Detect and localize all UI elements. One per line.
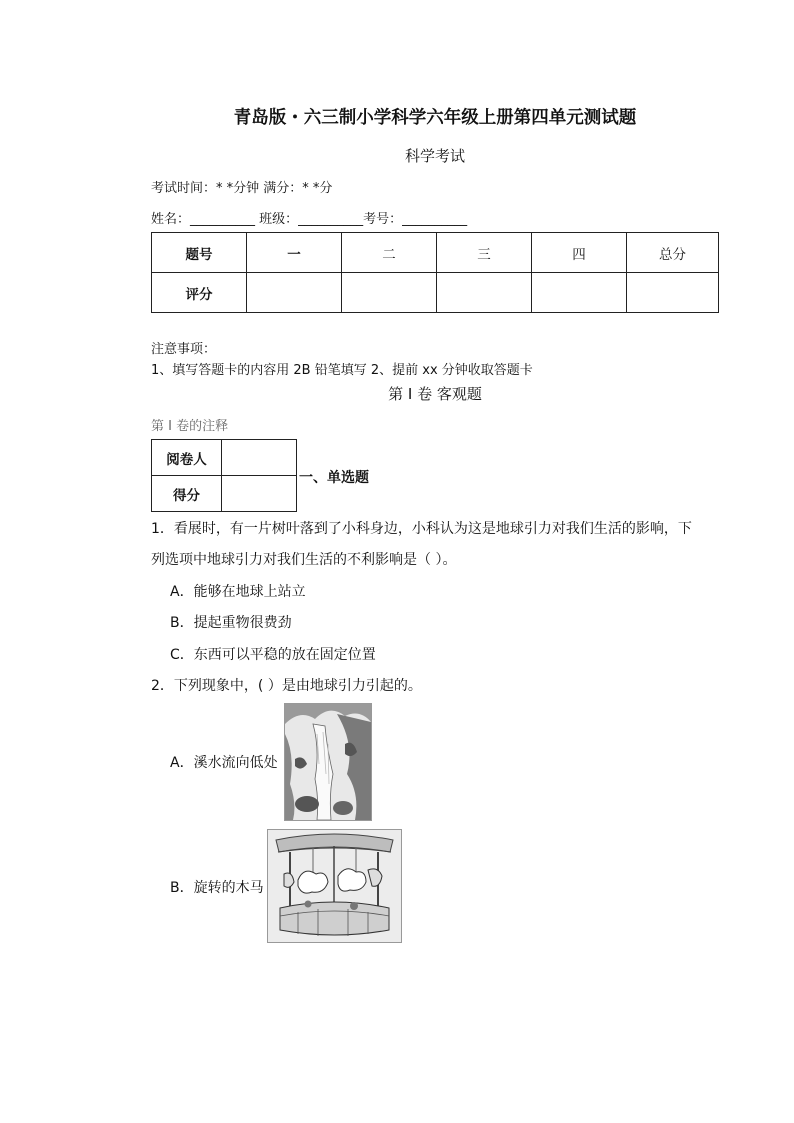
question-2-option-b: B．旋转的木马 bbox=[170, 880, 264, 896]
student-info-line: 姓名：__________ 班级：__________考号：__________ bbox=[151, 212, 468, 227]
score-table-row bbox=[152, 273, 719, 313]
score-cell bbox=[532, 273, 627, 313]
score-cell bbox=[437, 273, 532, 313]
grader-score-cell bbox=[222, 476, 297, 512]
score-cell bbox=[342, 273, 437, 313]
grader-box bbox=[151, 439, 297, 512]
score-cell bbox=[627, 273, 719, 313]
score-cell bbox=[247, 273, 342, 313]
score-header-cell: 四 bbox=[532, 233, 627, 273]
question-2-option-a: A．溪水流向低处 bbox=[170, 755, 278, 771]
section-title: 一、单选题 bbox=[299, 470, 369, 486]
question-1-option-a: A．能够在地球上站立 bbox=[170, 584, 306, 600]
exam-info: 考试时间：* *分钟 满分：* *分 bbox=[151, 181, 333, 196]
score-header-cell: 题号 bbox=[152, 233, 247, 273]
question-2-line1: 2．下列现象中，( ）是由地球引力引起的。 bbox=[151, 678, 422, 694]
grader-score-label: 得分 bbox=[152, 476, 222, 512]
part1-note: 第 I 卷的注释 bbox=[151, 419, 229, 434]
carousel-image bbox=[267, 829, 402, 943]
score-header-cell: 一 bbox=[247, 233, 342, 273]
page-title: 青岛版・六三制小学科学六年级上册第四单元测试题 bbox=[233, 108, 637, 128]
score-header-cell: 三 bbox=[437, 233, 532, 273]
score-table bbox=[151, 232, 719, 313]
question-1-line2: 列选项中地球引力对我们生活的不利影响是（ ）。 bbox=[151, 552, 457, 568]
notes-line: 1、填写答题卡的内容用 2B 铅笔填写 2、提前 xx 分钟收取答题卡 bbox=[151, 363, 533, 378]
notes-heading: 注意事项： bbox=[151, 342, 217, 357]
question-1-option-b: B．提起重物很费劲 bbox=[170, 615, 292, 631]
score-header-cell: 二 bbox=[342, 233, 437, 273]
score-header-cell: 总分 bbox=[627, 233, 719, 273]
part1-title: 第 I 卷 客观题 bbox=[388, 385, 482, 403]
question-1-line1: 1．看展时，有一片树叶落到了小科身边，小科认为这是地球引力对我们生活的影响，下 bbox=[151, 521, 692, 537]
question-1-option-c: C．东西可以平稳的放在固定位置 bbox=[170, 647, 376, 663]
score-table-header-row bbox=[152, 233, 719, 273]
stream-waterfall-image bbox=[284, 703, 372, 821]
score-row-label: 评分 bbox=[152, 273, 247, 313]
reader-label: 阅卷人 bbox=[152, 440, 222, 476]
page-subtitle: 科学考试 bbox=[404, 147, 465, 165]
reader-cell bbox=[222, 440, 297, 476]
